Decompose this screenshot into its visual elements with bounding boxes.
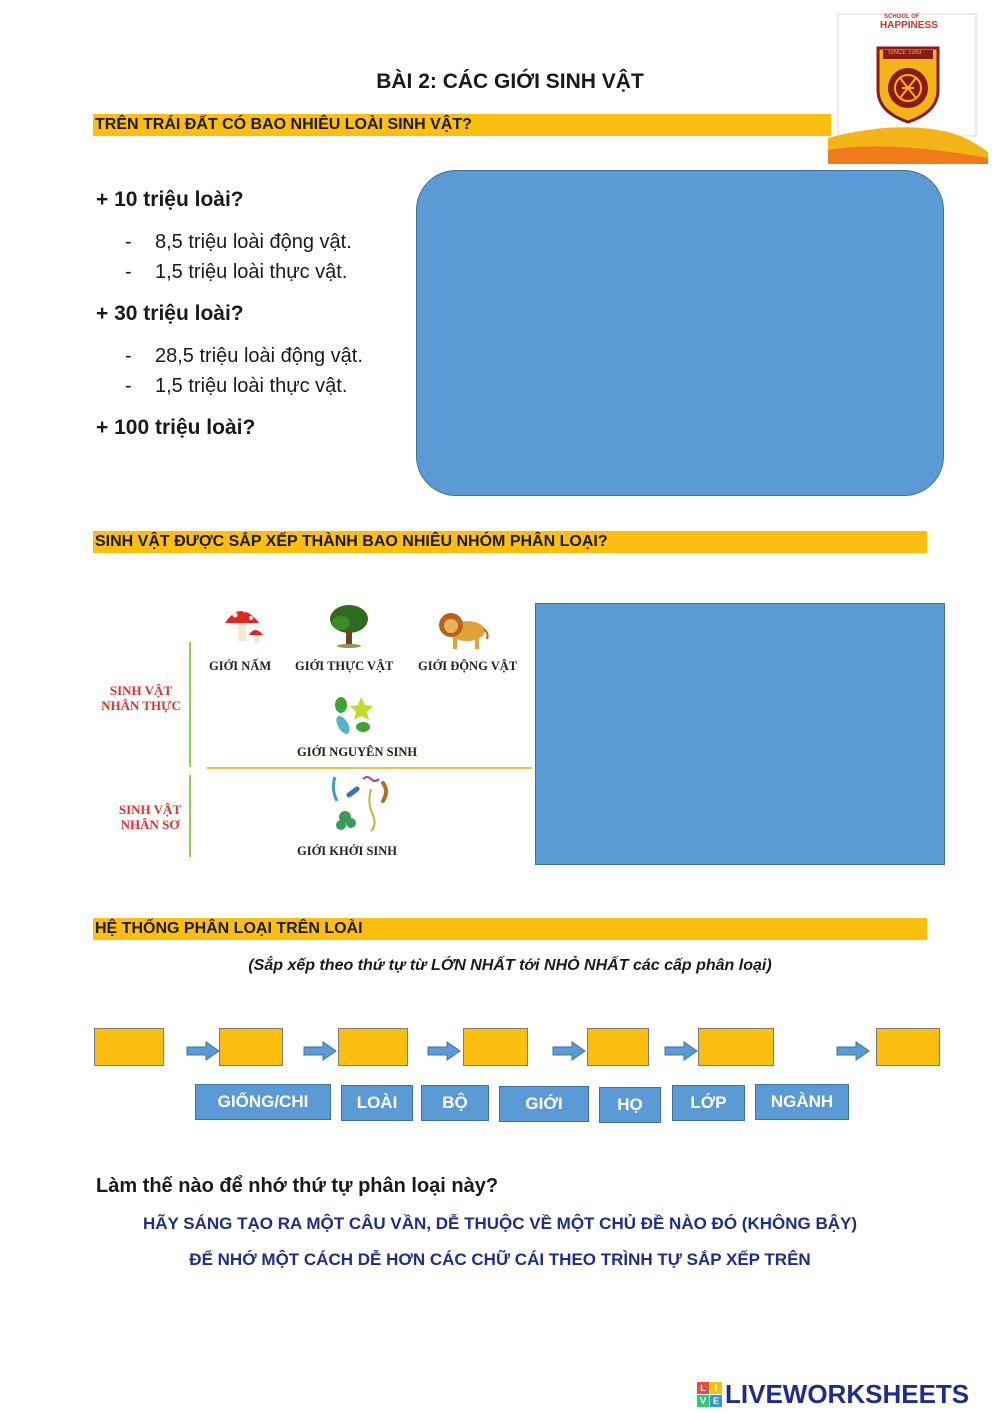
prokaryote-label: SINH VẬT NHÂN SƠ bbox=[118, 802, 182, 832]
protist-icon bbox=[331, 695, 377, 737]
rank-drop-box-2[interactable] bbox=[219, 1028, 283, 1066]
list-item: - 28,5 triệu loài động vật. bbox=[125, 345, 363, 367]
divider-line bbox=[207, 767, 532, 769]
page-title: BÀI 2: CÁC GIỚI SINH VẬT bbox=[376, 70, 644, 93]
arrow-right-icon bbox=[664, 1041, 698, 1061]
question-10m: + 10 triệu loài? bbox=[96, 188, 244, 211]
list-item: - 1,5 triệu loài thực vật. bbox=[125, 261, 348, 283]
kingdom-diagram bbox=[95, 595, 535, 865]
kingdom-fungi-label: GIỚI NẤM bbox=[209, 659, 272, 673]
eukaryote-label: SINH VẬT NHÂN THỰC bbox=[101, 683, 181, 713]
rank-drop-box-6[interactable] bbox=[698, 1028, 774, 1066]
section3-instruction: (Sắp xếp theo thứ tự từ LỚN NHẤT tới NHỎ NHẤT các cấp phân loại) bbox=[248, 957, 772, 974]
mnemonic-instruction-line1: HÃY SÁNG TẠO RA MỘT CÂU VẦN, DỄ THUỘC VỀ MỘT CHỦ ĐỀ NÀO ĐÓ (KHÔNG BẬY) bbox=[142, 1214, 857, 1233]
liveworksheets-logo bbox=[697, 1378, 969, 1410]
arrow-right-icon bbox=[303, 1041, 337, 1061]
arrow-right-icon bbox=[836, 1041, 870, 1061]
rank-label-phylum[interactable]: NGÀNH bbox=[755, 1084, 849, 1120]
kingdom-protists-label: GIỚI NGUYÊN SINH bbox=[297, 745, 418, 759]
section1-header: TRÊN TRÁI ĐẤT CÓ BAO NHIÊU LOÀI SINH VẬT? bbox=[93, 114, 831, 136]
list-item: - 8,5 triệu loài động vật. bbox=[125, 231, 352, 253]
answer-box-species-count[interactable] bbox=[416, 170, 944, 496]
bacteria-icon bbox=[327, 775, 393, 835]
kingdom-monera-label: GIỚI KHỞI SINH bbox=[297, 844, 398, 858]
rank-label-kingdom[interactable]: GIỚI bbox=[499, 1086, 589, 1122]
kingdom-animals-label: GIỚI ĐỘNG VẬT bbox=[418, 659, 518, 673]
rank-label-class[interactable]: LỚP bbox=[672, 1085, 745, 1121]
arrow-right-icon bbox=[186, 1041, 220, 1061]
mushroom-icon bbox=[221, 601, 265, 645]
arrow-right-icon bbox=[552, 1041, 586, 1061]
rank-drop-box-4[interactable] bbox=[463, 1028, 528, 1066]
divider-line bbox=[189, 642, 191, 767]
rank-drop-box-3[interactable] bbox=[338, 1028, 408, 1066]
liveworksheets-brand: LIVEWORKSHEETS bbox=[725, 1378, 970, 1409]
logo-top-text: SCHOOL OF bbox=[884, 14, 920, 20]
mnemonic-instruction-line2: ĐỂ NHỚ MỘT CÁCH DỄ HƠN CÁC CHỮ CÁI THEO TRÌNH TỰ SẮP XẾP TRÊN bbox=[189, 1250, 811, 1269]
tree-icon bbox=[327, 603, 371, 649]
lion-icon bbox=[437, 609, 489, 651]
rank-label-genus[interactable]: GIỐNG/CHI bbox=[195, 1084, 331, 1120]
section3-header: HỆ THỐNG PHÂN LOẠI TRÊN LOÀI bbox=[93, 918, 927, 940]
question-30m: + 30 triệu loài? bbox=[96, 302, 244, 325]
rank-drop-box-5[interactable] bbox=[587, 1028, 649, 1066]
list-item: - 1,5 triệu loài thực vật. bbox=[125, 375, 348, 397]
rank-label-order[interactable]: BỘ bbox=[421, 1085, 489, 1121]
rank-label-family[interactable]: HỌ bbox=[599, 1087, 661, 1123]
logo-since: SINCE 1993 bbox=[888, 50, 922, 56]
rank-drop-box-7[interactable] bbox=[876, 1028, 940, 1066]
arrow-right-icon bbox=[427, 1041, 461, 1061]
logo-brand: HAPPINESS bbox=[880, 20, 938, 31]
mnemonic-question: Làm thế nào để nhớ thứ tự phân loại này? bbox=[96, 1175, 499, 1197]
answer-box-kingdoms[interactable] bbox=[535, 603, 945, 865]
rank-drop-box-1[interactable] bbox=[94, 1028, 164, 1066]
question-100m: + 100 triệu loài? bbox=[96, 416, 256, 439]
kingdom-plants-label: GIỚI THỰC VẬT bbox=[295, 659, 394, 673]
live-badge-icon: L I V E bbox=[697, 1382, 722, 1407]
section2-header: SINH VẬT ĐƯỢC SẮP XẾP THÀNH BAO NHIÊU NHÓM PHÂN LOẠI? bbox=[93, 531, 927, 553]
rank-label-species[interactable]: LOÀI bbox=[341, 1085, 413, 1121]
